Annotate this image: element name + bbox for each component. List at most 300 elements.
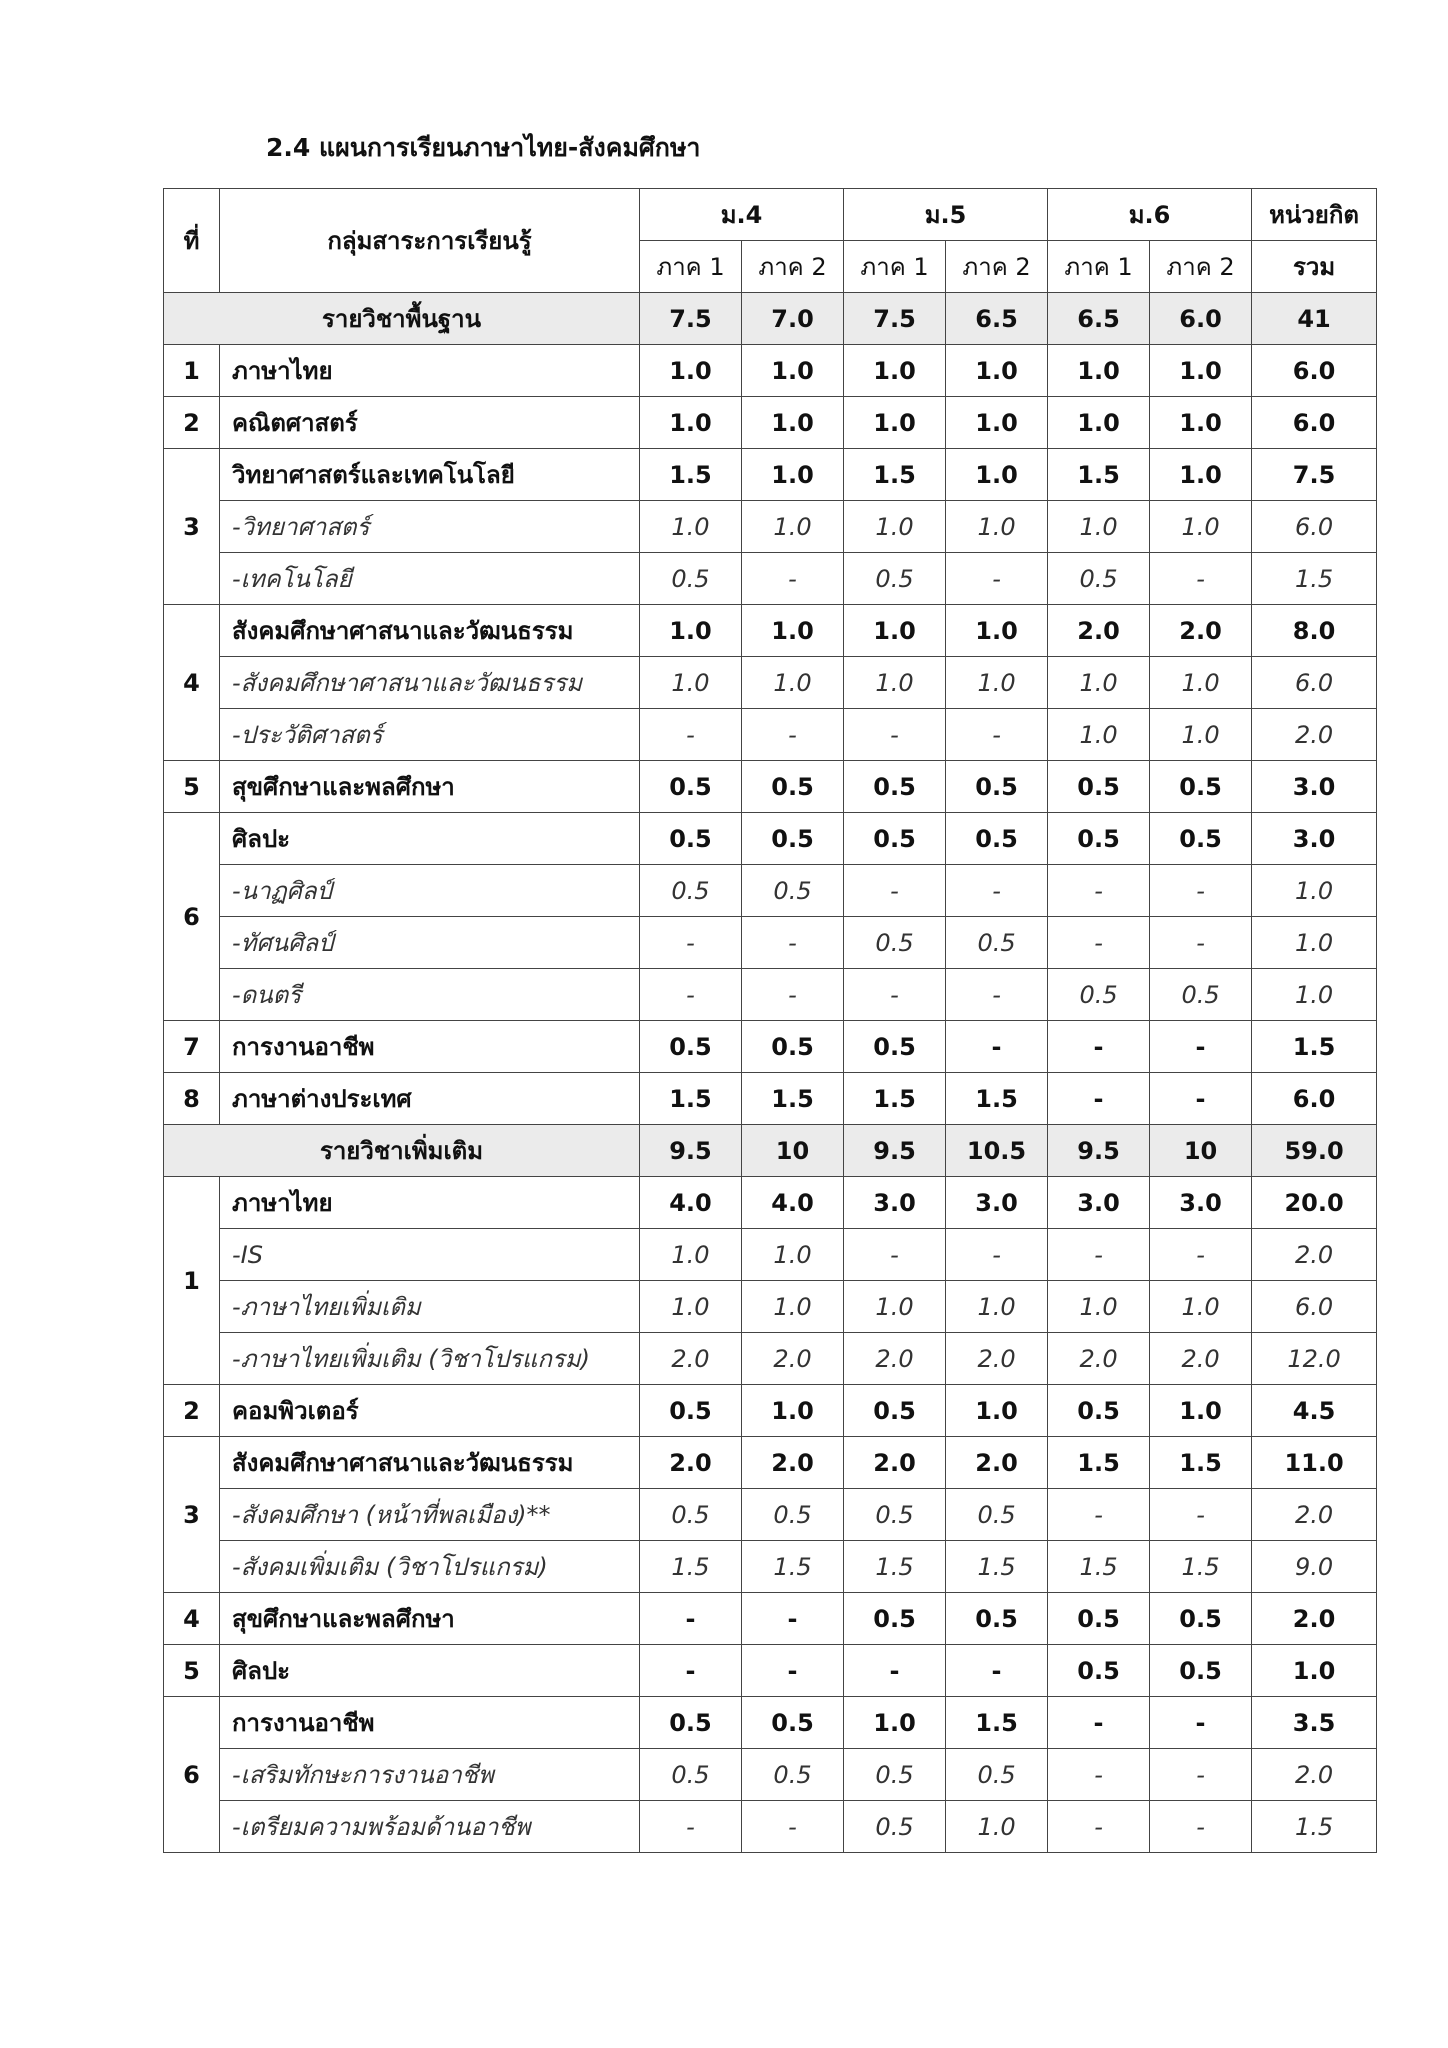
sub-subject-row: [164, 1333, 1377, 1385]
sub-subject-value: -: [742, 709, 844, 761]
sub-subject-value: 1.5: [946, 1541, 1048, 1593]
subject-value: 1.5: [844, 1073, 946, 1125]
subject-row: [164, 1697, 1377, 1749]
sub-subject-value: 1.0: [742, 501, 844, 553]
subject-value: 0.5: [946, 761, 1048, 813]
sub-subject-value: -: [1048, 1801, 1150, 1853]
subject-value: 1.0: [844, 345, 946, 397]
sub-subject-value: 1.0: [640, 1229, 742, 1281]
subject-name: สุขศึกษาและพลศึกษา: [220, 761, 640, 813]
sub-subject-value: 2.0: [1150, 1333, 1252, 1385]
sub-subject-value: 0.5: [640, 865, 742, 917]
group-value: 41: [1252, 293, 1377, 345]
group-value: 9.5: [1048, 1125, 1150, 1177]
subject-value: 0.5: [844, 761, 946, 813]
header-subject: กลุ่มสาระการเรียนรู้: [220, 189, 640, 293]
subject-name: ศิลปะ: [220, 1645, 640, 1697]
sub-subject-value: 6.0: [1252, 501, 1377, 553]
subject-value: -: [1150, 1697, 1252, 1749]
sub-subject-value: 1.0: [1252, 969, 1377, 1021]
subject-value: 1.5: [640, 1073, 742, 1125]
sub-subject-name: -สังคมเพิ่มเติม (วิชาโปรแกรม): [220, 1541, 640, 1593]
subject-value: 3.0: [1048, 1177, 1150, 1229]
header-total-line1: หน่วยกิต: [1252, 189, 1377, 241]
subject-name: สังคมศึกษาศาสนาและวัฒนธรรม: [220, 605, 640, 657]
sub-subject-name: -ภาษาไทยเพิ่มเติม: [220, 1281, 640, 1333]
sub-subject-value: 1.0: [1150, 709, 1252, 761]
group-value: 9.5: [844, 1125, 946, 1177]
subject-number: 3: [164, 449, 220, 605]
sub-subject-name: -สังคมศึกษาศาสนาและวัฒนธรรม: [220, 657, 640, 709]
header-term1: ภาค 1: [1048, 241, 1150, 293]
subject-value: 1.0: [742, 345, 844, 397]
subject-value: 1.0: [946, 397, 1048, 449]
sub-subject-value: 0.5: [1048, 553, 1150, 605]
subject-value: 0.5: [1048, 761, 1150, 813]
group-value: 7.5: [844, 293, 946, 345]
subject-value: 0.5: [640, 761, 742, 813]
subject-number: 8: [164, 1073, 220, 1125]
sub-subject-value: 0.5: [844, 553, 946, 605]
sub-subject-value: -: [742, 1801, 844, 1853]
sub-subject-value: -: [946, 709, 1048, 761]
sub-subject-value: 1.5: [1048, 1541, 1150, 1593]
sub-subject-value: 2.0: [1252, 1749, 1377, 1801]
subject-value: 0.5: [844, 1021, 946, 1073]
sub-subject-value: 0.5: [946, 1749, 1048, 1801]
sub-subject-value: 0.5: [844, 1749, 946, 1801]
subject-number: 5: [164, 761, 220, 813]
subject-value: 0.5: [1150, 1645, 1252, 1697]
subject-value: -: [640, 1593, 742, 1645]
subject-name: คณิตศาสตร์: [220, 397, 640, 449]
subject-value: 1.5: [1252, 1021, 1377, 1073]
sub-subject-value: -: [1048, 917, 1150, 969]
curriculum-table: [163, 188, 1377, 1853]
subject-value: 4.0: [640, 1177, 742, 1229]
group-name: รายวิชาเพิ่มเติม: [164, 1125, 640, 1177]
subject-value: 1.5: [844, 449, 946, 501]
sub-subject-name: -ภาษาไทยเพิ่มเติม (วิชาโปรแกรม): [220, 1333, 640, 1385]
sub-subject-row: [164, 1229, 1377, 1281]
sub-subject-value: 1.5: [1150, 1541, 1252, 1593]
subject-value: 1.0: [1048, 345, 1150, 397]
sub-subject-value: 9.0: [1252, 1541, 1377, 1593]
sub-subject-value: 1.0: [1252, 865, 1377, 917]
subject-value: 1.0: [946, 605, 1048, 657]
subject-value: 0.5: [742, 813, 844, 865]
sub-subject-row: [164, 553, 1377, 605]
sub-subject-value: 1.0: [1048, 1281, 1150, 1333]
sub-subject-name: -ทัศนศิลป์: [220, 917, 640, 969]
subject-number: 6: [164, 813, 220, 1021]
sub-subject-name: -สังคมศึกษา (หน้าที่พลเมือง)**: [220, 1489, 640, 1541]
group-value: 9.5: [640, 1125, 742, 1177]
sub-subject-value: 0.5: [640, 1489, 742, 1541]
sub-subject-value: 1.0: [1150, 501, 1252, 553]
group-row: [164, 293, 1377, 345]
subject-number: 5: [164, 1645, 220, 1697]
subject-value: 0.5: [1150, 813, 1252, 865]
sub-subject-value: 1.0: [946, 1281, 1048, 1333]
sub-subject-value: 0.5: [1048, 969, 1150, 1021]
sub-subject-value: 1.0: [1048, 501, 1150, 553]
sub-subject-value: 1.0: [640, 1281, 742, 1333]
subject-value: 2.0: [640, 1437, 742, 1489]
subject-value: 1.0: [946, 449, 1048, 501]
subject-value: -: [1048, 1021, 1150, 1073]
subject-row: [164, 1593, 1377, 1645]
header-term2: ภาค 2: [1150, 241, 1252, 293]
sub-subject-value: -: [844, 709, 946, 761]
subject-value: 1.0: [1150, 345, 1252, 397]
subject-row: [164, 449, 1377, 501]
subject-number: 1: [164, 345, 220, 397]
subject-value: -: [640, 1645, 742, 1697]
sub-subject-value: 1.5: [742, 1541, 844, 1593]
subject-value: 0.5: [844, 1385, 946, 1437]
header-total-line2: รวม: [1252, 241, 1377, 293]
subject-row: [164, 397, 1377, 449]
subject-value: 1.5: [946, 1697, 1048, 1749]
subject-value: 0.5: [1150, 761, 1252, 813]
sub-subject-value: -: [1048, 865, 1150, 917]
header-grade-4: ม.4: [640, 189, 844, 241]
group-value: 7.5: [640, 293, 742, 345]
subject-row: [164, 1021, 1377, 1073]
sub-subject-row: [164, 709, 1377, 761]
header-row-1: [164, 189, 1377, 241]
subject-number: 2: [164, 1385, 220, 1437]
subject-name: ภาษาต่างประเทศ: [220, 1073, 640, 1125]
sub-subject-value: -: [1150, 553, 1252, 605]
subject-value: 1.0: [742, 449, 844, 501]
sub-subject-value: 1.0: [844, 657, 946, 709]
subject-value: 1.0: [844, 397, 946, 449]
subject-value: 3.0: [946, 1177, 1048, 1229]
subject-value: 0.5: [1048, 813, 1150, 865]
subject-value: 1.0: [844, 605, 946, 657]
subject-value: 0.5: [1048, 1593, 1150, 1645]
sub-subject-value: 0.5: [844, 1801, 946, 1853]
subject-number: 4: [164, 605, 220, 761]
subject-value: 1.0: [742, 397, 844, 449]
sub-subject-value: -: [1150, 917, 1252, 969]
subject-value: 2.0: [946, 1437, 1048, 1489]
sub-subject-value: 12.0: [1252, 1333, 1377, 1385]
sub-subject-value: 1.0: [946, 1801, 1048, 1853]
subject-value: 1.0: [1150, 449, 1252, 501]
subject-name: ภาษาไทย: [220, 1177, 640, 1229]
sub-subject-row: [164, 1801, 1377, 1853]
subject-value: 0.5: [1048, 1385, 1150, 1437]
subject-row: [164, 605, 1377, 657]
sub-subject-value: -: [1150, 1749, 1252, 1801]
sub-subject-value: 2.0: [1252, 1489, 1377, 1541]
header-grade-5: ม.5: [844, 189, 1048, 241]
sub-subject-value: 0.5: [1150, 969, 1252, 1021]
sub-subject-name: -IS: [220, 1229, 640, 1281]
subject-value: 2.0: [1150, 605, 1252, 657]
sub-subject-value: 0.5: [640, 1749, 742, 1801]
subject-value: 7.5: [1252, 449, 1377, 501]
subject-value: -: [1048, 1073, 1150, 1125]
subject-value: 0.5: [742, 1697, 844, 1749]
sub-subject-value: -: [946, 553, 1048, 605]
sub-subject-value: 2.0: [1252, 709, 1377, 761]
subject-name: สังคมศึกษาศาสนาและวัฒนธรรม: [220, 1437, 640, 1489]
subject-value: 1.0: [946, 345, 1048, 397]
subject-value: 1.5: [1048, 449, 1150, 501]
group-value: 6.5: [1048, 293, 1150, 345]
subject-value: 1.0: [946, 1385, 1048, 1437]
subject-number: 4: [164, 1593, 220, 1645]
subject-row: [164, 1437, 1377, 1489]
group-value: 7.0: [742, 293, 844, 345]
subject-value: 2.0: [1252, 1593, 1377, 1645]
subject-value: 6.0: [1252, 1073, 1377, 1125]
sub-subject-value: -: [640, 709, 742, 761]
sub-subject-value: 2.0: [640, 1333, 742, 1385]
header-term2: ภาค 2: [946, 241, 1048, 293]
subject-value: 1.5: [742, 1073, 844, 1125]
sub-subject-value: 2.0: [1252, 1229, 1377, 1281]
group-value: 6.5: [946, 293, 1048, 345]
sub-subject-value: -: [640, 917, 742, 969]
subject-number: 2: [164, 397, 220, 449]
subject-row: [164, 345, 1377, 397]
subject-value: 2.0: [844, 1437, 946, 1489]
subject-value: 1.0: [1048, 397, 1150, 449]
subject-value: 1.0: [640, 345, 742, 397]
sub-subject-value: -: [1150, 1229, 1252, 1281]
subject-number: 7: [164, 1021, 220, 1073]
subject-row: [164, 1385, 1377, 1437]
subject-value: -: [1150, 1021, 1252, 1073]
subject-value: 3.0: [1150, 1177, 1252, 1229]
sub-subject-name: -เตรียมความพร้อมด้านอาชีพ: [220, 1801, 640, 1853]
subject-number: 1: [164, 1177, 220, 1385]
subject-name: ศิลปะ: [220, 813, 640, 865]
group-name: รายวิชาพื้นฐาน: [164, 293, 640, 345]
group-value: 10: [742, 1125, 844, 1177]
sub-subject-name: -ดนตรี: [220, 969, 640, 1021]
sub-subject-row: [164, 1541, 1377, 1593]
header-no: ที่: [164, 189, 220, 293]
sub-subject-value: 1.0: [1150, 1281, 1252, 1333]
sub-subject-row: [164, 865, 1377, 917]
sub-subject-value: -: [844, 1229, 946, 1281]
sub-subject-value: -: [844, 969, 946, 1021]
subject-value: 2.0: [1048, 605, 1150, 657]
sub-subject-value: -: [742, 969, 844, 1021]
sub-subject-value: 1.0: [844, 1281, 946, 1333]
sub-subject-value: 1.0: [1048, 657, 1150, 709]
subject-value: 0.5: [742, 761, 844, 813]
sub-subject-value: 0.5: [742, 865, 844, 917]
subject-name: สุขศึกษาและพลศึกษา: [220, 1593, 640, 1645]
sub-subject-value: -: [1150, 1489, 1252, 1541]
subject-value: 6.0: [1252, 345, 1377, 397]
group-value: 10: [1150, 1125, 1252, 1177]
subject-value: 3.0: [1252, 761, 1377, 813]
subject-value: 0.5: [1150, 1593, 1252, 1645]
sub-subject-row: [164, 501, 1377, 553]
subject-row: [164, 813, 1377, 865]
sub-subject-value: 1.0: [640, 657, 742, 709]
sub-subject-value: 2.0: [946, 1333, 1048, 1385]
subject-value: 1.5: [640, 449, 742, 501]
sub-subject-value: 1.0: [640, 501, 742, 553]
subject-value: 0.5: [844, 813, 946, 865]
subject-name: วิทยาศาสตร์และเทคโนโลยี: [220, 449, 640, 501]
sub-subject-value: 1.0: [946, 657, 1048, 709]
subject-value: 1.5: [1048, 1437, 1150, 1489]
group-value: 6.0: [1150, 293, 1252, 345]
subject-value: 1.5: [946, 1073, 1048, 1125]
sub-subject-value: -: [1048, 1489, 1150, 1541]
subject-value: 1.0: [1150, 397, 1252, 449]
subject-number: 3: [164, 1437, 220, 1593]
subject-row: [164, 761, 1377, 813]
sub-subject-row: [164, 917, 1377, 969]
subject-value: -: [946, 1021, 1048, 1073]
sub-subject-value: 1.0: [844, 501, 946, 553]
group-value: 59.0: [1252, 1125, 1377, 1177]
subject-value: -: [742, 1593, 844, 1645]
subject-name: การงานอาชีพ: [220, 1697, 640, 1749]
subject-value: 1.0: [640, 397, 742, 449]
sub-subject-value: 0.5: [946, 1489, 1048, 1541]
group-value: 10.5: [946, 1125, 1048, 1177]
subject-number: 6: [164, 1697, 220, 1853]
subject-value: 11.0: [1252, 1437, 1377, 1489]
sub-subject-value: 0.5: [844, 917, 946, 969]
subject-value: 20.0: [1252, 1177, 1377, 1229]
sub-subject-value: 1.5: [844, 1541, 946, 1593]
sub-subject-value: -: [742, 917, 844, 969]
sub-subject-value: 0.5: [946, 917, 1048, 969]
subject-value: 4.0: [742, 1177, 844, 1229]
subject-value: 6.0: [1252, 397, 1377, 449]
sub-subject-value: -: [946, 969, 1048, 1021]
subject-value: 3.5: [1252, 1697, 1377, 1749]
sub-subject-value: 0.5: [640, 553, 742, 605]
sub-subject-row: [164, 1749, 1377, 1801]
sub-subject-value: 6.0: [1252, 1281, 1377, 1333]
sub-subject-value: -: [946, 1229, 1048, 1281]
subject-value: 3.0: [1252, 813, 1377, 865]
sub-subject-value: -: [844, 865, 946, 917]
header-term1: ภาค 1: [640, 241, 742, 293]
sub-subject-value: -: [1150, 865, 1252, 917]
subject-value: 1.5: [1150, 1437, 1252, 1489]
subject-value: 0.5: [640, 1385, 742, 1437]
subject-row: [164, 1073, 1377, 1125]
subject-value: 1.0: [1252, 1645, 1377, 1697]
sub-subject-value: -: [946, 865, 1048, 917]
subject-value: 1.0: [742, 605, 844, 657]
subject-value: -: [946, 1645, 1048, 1697]
sub-subject-row: [164, 657, 1377, 709]
subject-value: 3.0: [844, 1177, 946, 1229]
subject-name: การงานอาชีพ: [220, 1021, 640, 1073]
subject-value: -: [1150, 1073, 1252, 1125]
sub-subject-name: -วิทยาศาสตร์: [220, 501, 640, 553]
sub-subject-row: [164, 1489, 1377, 1541]
group-row: [164, 1125, 1377, 1177]
sub-subject-name: -ประวัติศาสตร์: [220, 709, 640, 761]
subject-value: 8.0: [1252, 605, 1377, 657]
sub-subject-value: 1.0: [742, 1229, 844, 1281]
sub-subject-value: 1.5: [1252, 1801, 1377, 1853]
sub-subject-name: -นาฏศิลป์: [220, 865, 640, 917]
sub-subject-value: -: [1048, 1749, 1150, 1801]
sub-subject-value: -: [742, 553, 844, 605]
sub-subject-value: 1.5: [640, 1541, 742, 1593]
sub-subject-value: 2.0: [742, 1333, 844, 1385]
subject-value: 1.0: [844, 1697, 946, 1749]
sub-subject-value: 1.0: [946, 501, 1048, 553]
header-term1: ภาค 1: [844, 241, 946, 293]
sub-subject-value: -: [640, 1801, 742, 1853]
subject-value: 0.5: [1048, 1645, 1150, 1697]
subject-value: 1.0: [1150, 1385, 1252, 1437]
sub-subject-value: 1.0: [1150, 657, 1252, 709]
subject-value: 0.5: [640, 1697, 742, 1749]
sub-subject-row: [164, 1281, 1377, 1333]
subject-value: -: [1048, 1697, 1150, 1749]
subject-name: ภาษาไทย: [220, 345, 640, 397]
sub-subject-value: 0.5: [742, 1749, 844, 1801]
sub-subject-value: 1.0: [742, 657, 844, 709]
subject-value: 0.5: [844, 1593, 946, 1645]
subject-value: 2.0: [742, 1437, 844, 1489]
sub-subject-value: 1.0: [742, 1281, 844, 1333]
page-title: 2.4 แผนการเรียนภาษาไทย-สังคมศึกษา: [266, 133, 701, 162]
subject-value: 4.5: [1252, 1385, 1377, 1437]
sub-subject-value: 2.0: [844, 1333, 946, 1385]
subject-value: 0.5: [640, 813, 742, 865]
header-grade-6: ม.6: [1048, 189, 1252, 241]
subject-name: คอมพิวเตอร์: [220, 1385, 640, 1437]
sub-subject-row: [164, 969, 1377, 1021]
header-term2: ภาค 2: [742, 241, 844, 293]
sub-subject-value: 6.0: [1252, 657, 1377, 709]
sub-subject-value: 0.5: [844, 1489, 946, 1541]
sub-subject-value: 1.0: [1252, 917, 1377, 969]
sub-subject-value: 1.5: [1252, 553, 1377, 605]
subject-row: [164, 1645, 1377, 1697]
sub-subject-value: 0.5: [742, 1489, 844, 1541]
subject-value: 0.5: [640, 1021, 742, 1073]
subject-value: 1.0: [640, 605, 742, 657]
sub-subject-value: -: [640, 969, 742, 1021]
sub-subject-value: 2.0: [1048, 1333, 1150, 1385]
subject-value: -: [742, 1645, 844, 1697]
sub-subject-value: 1.0: [1048, 709, 1150, 761]
subject-value: 1.0: [742, 1385, 844, 1437]
sub-subject-value: -: [1048, 1229, 1150, 1281]
subject-row: [164, 1177, 1377, 1229]
subject-value: 0.5: [742, 1021, 844, 1073]
subject-value: 0.5: [946, 813, 1048, 865]
sub-subject-name: -เทคโนโลยี: [220, 553, 640, 605]
sub-subject-name: -เสริมทักษะการงานอาชีพ: [220, 1749, 640, 1801]
subject-value: -: [844, 1645, 946, 1697]
sub-subject-value: -: [1150, 1801, 1252, 1853]
subject-value: 0.5: [946, 1593, 1048, 1645]
